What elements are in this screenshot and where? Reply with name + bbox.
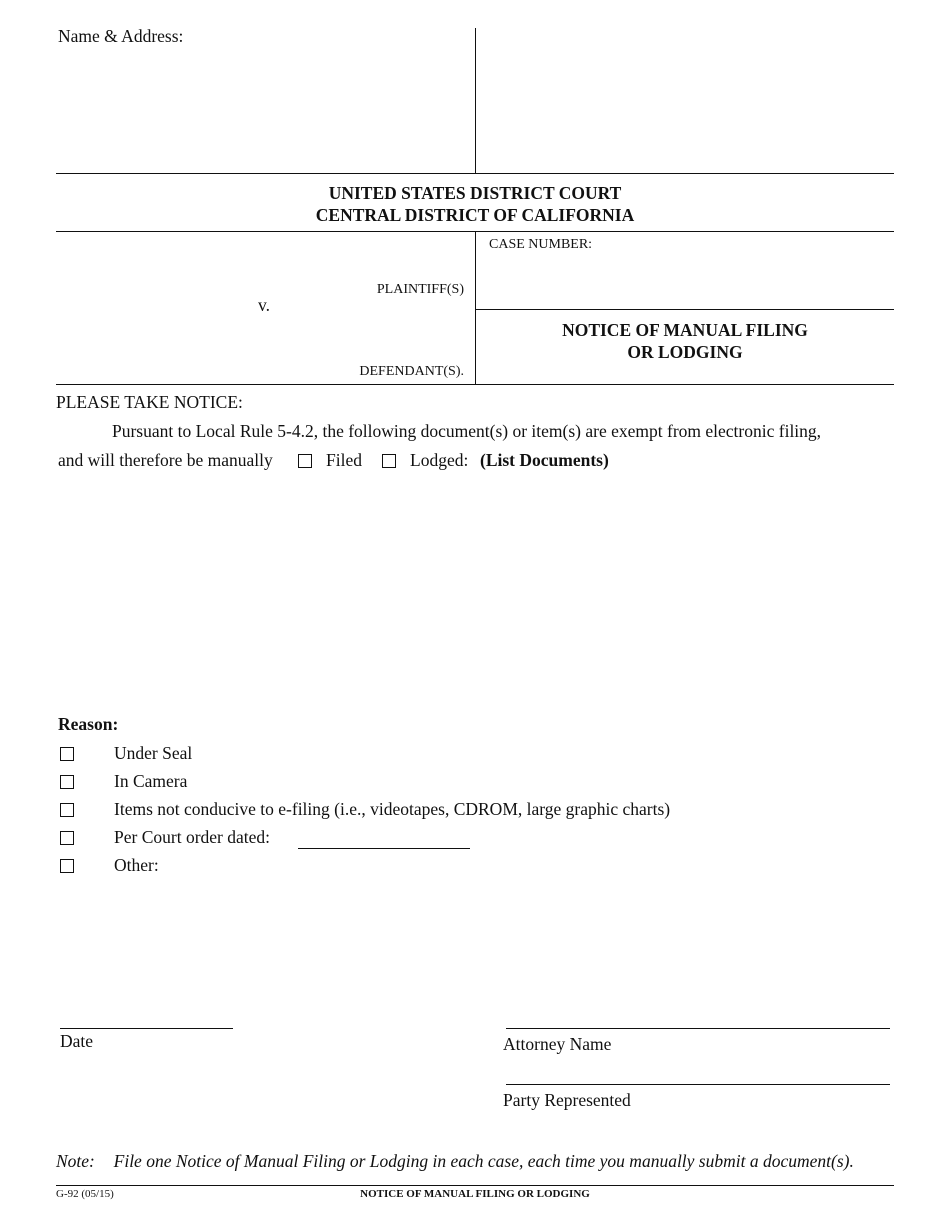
case-box-rule (476, 309, 894, 310)
court-order-checkbox[interactable] (60, 831, 74, 845)
under-seal-checkbox[interactable] (60, 747, 74, 761)
caption-rule-1 (56, 173, 894, 174)
date-label: Date (60, 1031, 94, 1051)
court-order-date-line[interactable] (298, 848, 470, 849)
other-label: Other: (114, 855, 159, 875)
filed-label: Filed (326, 450, 362, 470)
name-address-field[interactable] (58, 44, 470, 170)
form-title: NOTICE OF MANUAL FILING OR LODGING (360, 1188, 590, 1200)
other-checkbox[interactable] (60, 859, 74, 873)
case-number-field[interactable] (489, 256, 889, 304)
case-number-label: CASE NUMBER: (489, 237, 593, 252)
attorney-name-label: Attorney Name (503, 1034, 612, 1054)
under-seal-label: Under Seal (114, 743, 193, 763)
other-reason-field[interactable] (170, 855, 890, 877)
notice-title (476, 319, 894, 363)
note-text: File one Notice of Manual Filing or Lodging in each case, each time you manually submit a document(s). (113, 1151, 854, 1171)
court-name (56, 182, 894, 226)
note-label: Note: (56, 1151, 95, 1171)
versus-label: v. (258, 295, 270, 315)
documents-list-area[interactable] (58, 480, 892, 705)
notice-title-line-1: NOTICE OF MANUAL FILING (562, 320, 808, 340)
caption-divider-top (475, 28, 476, 174)
footer-note (56, 1151, 854, 1172)
name-address-label: Name & Address: (58, 26, 184, 46)
caption-rule-3 (56, 384, 894, 385)
defendant-field[interactable] (58, 320, 358, 364)
notice-title-line-2: OR LODGING (627, 342, 743, 362)
plaintiff-field[interactable] (58, 240, 358, 284)
in-camera-checkbox[interactable] (60, 775, 74, 789)
please-take-notice: PLEASE TAKE NOTICE: (56, 392, 243, 412)
not-conducive-label: Items not conducive to e-filing (i.e., videotapes, CDROM, large graphic charts) (114, 799, 671, 819)
defendant-label: DEFENDANT(S). (359, 364, 464, 379)
in-camera-label: In Camera (114, 771, 188, 791)
manually-text: and will therefore be manually (58, 450, 273, 470)
pursuant-text: Pursuant to Local Rule 5-4.2, the following document(s) or item(s) are exempt from electronic filing, (112, 421, 822, 441)
filed-checkbox[interactable] (298, 454, 312, 468)
list-documents-label: (List Documents) (480, 450, 609, 470)
party-represented-line[interactable] (506, 1084, 890, 1085)
court-line-1: UNITED STATES DISTRICT COURT (328, 183, 622, 203)
footer-rule (56, 1185, 894, 1186)
clerk-use-area (480, 30, 892, 170)
form-code: G-92 (05/15) (56, 1188, 114, 1200)
reason-heading: Reason: (58, 714, 119, 734)
court-line-2: CENTRAL DISTRICT OF CALIFORNIA (315, 205, 635, 225)
date-line[interactable] (60, 1028, 233, 1029)
lodged-checkbox[interactable] (382, 454, 396, 468)
attorney-name-line[interactable] (506, 1028, 890, 1029)
party-represented-label: Party Represented (503, 1090, 631, 1110)
not-conducive-checkbox[interactable] (60, 803, 74, 817)
lodged-label: Lodged: (410, 450, 469, 470)
plaintiff-label: PLAINTIFF(S) (376, 282, 464, 297)
court-order-label: Per Court order dated: (114, 827, 270, 847)
